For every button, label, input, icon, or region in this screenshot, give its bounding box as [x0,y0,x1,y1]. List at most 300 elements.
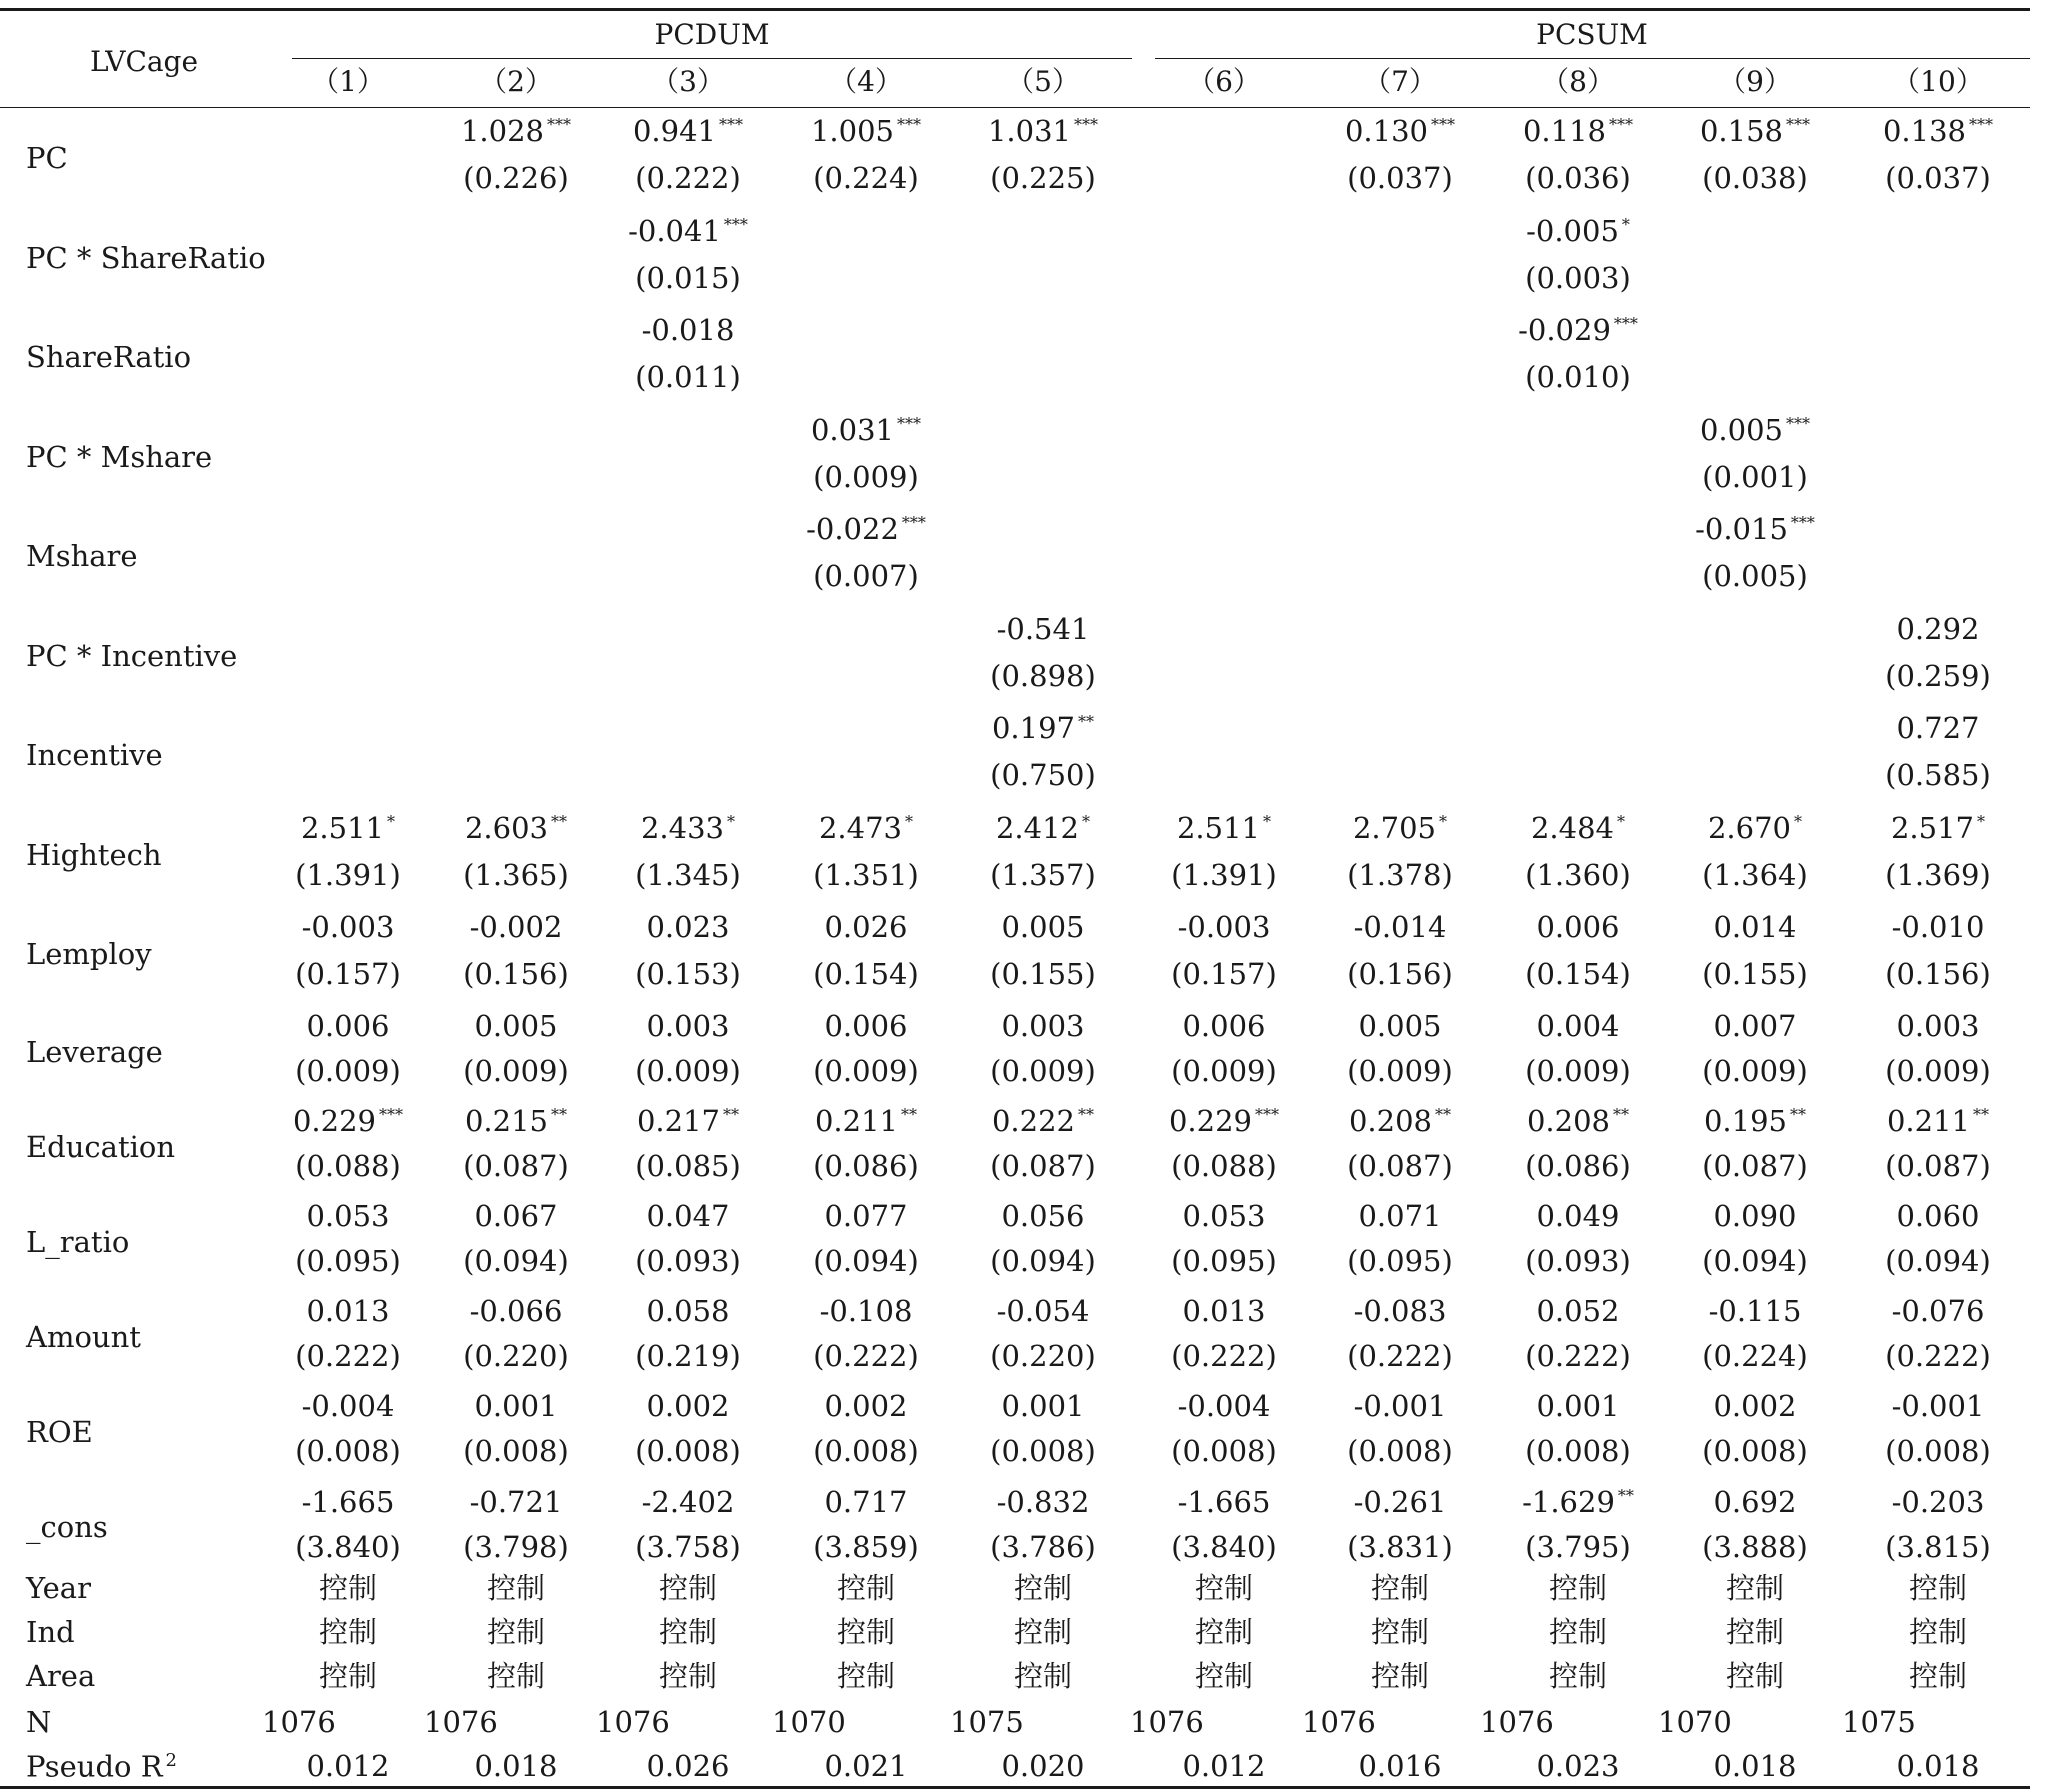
control-indicator: 控制 [1548,1571,1608,1605]
coefficient-cell: 0.006 [1536,910,1620,944]
standard-error-cell: (0.008) [1171,1434,1277,1469]
coefficient-cell: 0.717 [824,1484,908,1519]
coefficient-cell: -0.004 [1177,1389,1271,1424]
column-header: （4） [829,65,903,98]
coefficient-cell: 0.007 [1713,1008,1797,1043]
standard-error-cell: (0.008) [463,1434,569,1469]
standard-error-cell: (3.840) [1171,1529,1277,1564]
control-indicator: 控制 [836,1615,896,1649]
standard-error-cell: (3.815) [1885,1529,1991,1564]
coefficient-cell: 0.292 [1896,611,1980,646]
control-indicator: 控制 [486,1659,546,1693]
coefficient-cell: 0.211 ** [1886,1104,1990,1139]
coefficient-cell: 0.158 *** [1699,114,1811,148]
coefficient-cell: 0.053 [1182,1199,1266,1234]
standard-error-cell: (0.222) [1525,1339,1631,1374]
standard-error-cell: (0.008) [990,1434,1096,1469]
significance-stars: * [1621,214,1630,234]
standard-error-cell: (0.009) [1525,1053,1631,1088]
control-indicator: 控制 [658,1659,718,1693]
standard-error-cell: (0.224) [1702,1339,1808,1374]
standard-error-cell: (0.087) [1347,1149,1453,1184]
coefficient-cell: -1.665 [1177,1484,1271,1519]
coefficient-cell: 0.077 [824,1199,908,1234]
standard-error-cell: (0.222) [813,1339,919,1374]
pseudo-r2-value: 0.012 [306,1749,390,1783]
standard-error-cell: (0.009) [1885,1053,1991,1088]
coefficient-cell: 0.001 [1001,1389,1085,1424]
significance-stars: *** [901,513,926,533]
row-label: Education [26,1129,176,1164]
coefficient-cell: 0.005 [1001,910,1085,944]
coefficient-cell: 0.195 ** [1703,1104,1807,1139]
standard-error-cell: (0.157) [295,957,401,991]
coefficient-cell: -0.083 [1353,1294,1447,1329]
coefficient-cell: 0.003 [646,1008,730,1043]
coefficient-cell: 2.433 * [640,810,736,845]
row-label: ROE [26,1415,93,1450]
coefficient-cell: 0.727 [1896,711,1980,745]
standard-error-cell: (0.094) [1702,1244,1808,1279]
standard-error-cell: (0.086) [813,1149,919,1184]
n-value: 1076 [596,1705,670,1739]
coefficient-cell: 0.229 *** [292,1104,404,1139]
pseudo-r2-label: Pseudo R $^2$ [26,1749,177,1784]
coefficient-cell: 0.003 [1896,1008,1980,1043]
coefficient-cell: 0.002 [824,1389,908,1424]
standard-error-cell: (0.219) [635,1339,741,1374]
coefficient-cell: 0.023 [646,910,730,944]
significance-stars: *** [379,1105,404,1125]
control-indicator: 控制 [1013,1615,1073,1649]
row-label: PC * ShareRatio [26,240,266,275]
control-indicator: 控制 [1548,1615,1608,1649]
coefficient-cell: 0.006 [306,1008,390,1043]
coefficient-cell: -0.005 * [1526,213,1630,248]
column-header: （8） [1541,65,1615,98]
control-indicator: 控制 [1548,1659,1608,1693]
standard-error-cell: (0.226) [463,161,569,195]
column-header: （10） [1892,65,1984,98]
row-label: Mshare [26,539,138,573]
standard-error-cell: (1.364) [1702,857,1808,892]
standard-error-cell: (0.086) [1525,1149,1631,1184]
significance-stars: *** [1074,115,1099,135]
control-indicator: 控制 [1194,1659,1254,1693]
significance-stars: *** [1613,314,1638,334]
coefficient-cell: 2.473 * [818,810,914,845]
coefficient-cell: 0.090 [1713,1199,1797,1234]
coefficient-cell: -0.721 [469,1484,563,1519]
n-row-label: N [26,1705,52,1739]
coefficient-cell: -1.665 [301,1484,395,1519]
significance-stars: * [387,811,396,831]
significance-stars: ** [1617,1485,1634,1505]
standard-error-cell: (1.391) [295,857,401,892]
significance-stars: ** [1435,1105,1452,1125]
pseudo-r2-value: 0.018 [1896,1749,1980,1783]
coefficient-cell: 0.001 [474,1389,558,1424]
pseudo-r2-value: 0.018 [1713,1749,1797,1783]
coefficient-cell: -0.004 [301,1389,395,1424]
coefficient-cell: -0.003 [301,910,395,944]
standard-error-cell: (0.087) [1885,1149,1991,1184]
standard-error-cell: (0.008) [1525,1434,1631,1469]
coefficient-cell: 0.941 *** [632,114,744,148]
coefficient-cell: 0.049 [1536,1199,1620,1234]
row-label: PC [26,141,68,175]
control-indicator: 控制 [1194,1571,1254,1605]
control-row-label: Area [26,1659,96,1693]
standard-error-cell: (0.003) [1525,260,1631,295]
coefficient-cell: 0.208 ** [1526,1104,1630,1139]
control-indicator: 控制 [1013,1659,1073,1693]
standard-error-cell: (0.156) [1885,957,1991,991]
standard-error-cell: (0.155) [1702,957,1808,991]
significance-stars: ** [1973,1105,1990,1125]
standard-error-cell: (0.009) [1347,1053,1453,1088]
coefficient-cell: -0.108 [819,1294,913,1329]
coefficient-cell: 0.004 [1536,1008,1620,1043]
significance-stars: ** [551,811,568,831]
coefficient-cell: 1.005 *** [810,114,922,148]
coefficient-cell: 0.006 [824,1008,908,1043]
control-indicator: 控制 [1013,1571,1073,1605]
standard-error-cell: (0.037) [1347,161,1453,195]
coefficient-cell: -0.001 [1891,1389,1985,1424]
standard-error-cell: (0.007) [813,559,919,593]
coefficient-cell: 0.006 [1182,1008,1266,1043]
coefficient-cell: 2.484 * [1530,810,1626,845]
standard-error-cell: (0.001) [1702,459,1808,494]
coefficient-cell: -0.002 [469,910,563,944]
control-indicator: 控制 [1725,1615,1785,1649]
superscript-2: 2 [165,1750,177,1771]
significance-stars: ** [1790,1105,1807,1125]
significance-stars: *** [1786,413,1811,433]
n-value: 1070 [1658,1705,1732,1739]
significance-stars: *** [1969,115,1994,135]
standard-error-cell: (1.365) [463,857,569,892]
coefficient-cell: -0.018 [641,313,735,347]
control-indicator: 控制 [658,1571,718,1605]
coefficient-cell: -0.014 [1353,910,1447,944]
column-header: （7） [1363,65,1437,98]
significance-stars: *** [1431,115,1456,135]
coefficient-cell: -0.541 [996,611,1090,646]
standard-error-cell: (0.009) [1171,1053,1277,1088]
standard-error-cell: (0.009) [813,459,919,494]
pseudo-r2-value: 0.023 [1536,1749,1620,1783]
pseudo-r2-value: 0.016 [1358,1749,1442,1783]
standard-error-cell: (0.015) [635,260,741,295]
significance-stars: ** [723,1105,740,1125]
standard-error-cell: (1.357) [990,857,1096,892]
coefficient-cell: 0.138 *** [1882,114,1994,148]
significance-stars: *** [897,115,922,135]
significance-stars: * [1263,811,1272,831]
coefficient-cell: 0.056 [1001,1199,1085,1234]
standard-error-cell: (0.156) [463,957,569,991]
significance-stars: * [1082,811,1091,831]
row-label: Lemploy [26,937,152,971]
control-indicator: 控制 [1370,1571,1430,1605]
standard-error-cell: (0.009) [813,1053,919,1088]
coefficient-cell: 0.052 [1536,1294,1620,1329]
coefficient-cell: 0.118 *** [1522,114,1634,148]
standard-error-cell: (0.094) [463,1244,569,1279]
standard-error-cell: (0.750) [990,758,1096,792]
header-bottom-rule [0,107,2030,108]
standard-error-cell: (1.369) [1885,857,1991,892]
standard-error-cell: (0.088) [295,1149,401,1184]
column-header: （2） [479,65,553,98]
coefficient-cell: -2.402 [641,1484,735,1519]
coefficient-cell: 0.058 [646,1294,730,1329]
standard-error-cell: (0.009) [463,1053,569,1088]
significance-stars: *** [723,214,748,234]
n-value: 1076 [424,1705,498,1739]
standard-error-cell: (0.220) [990,1339,1096,1374]
standard-error-cell: (0.095) [1347,1244,1453,1279]
coefficient-cell: 1.028 *** [460,114,572,148]
row-label: Amount [26,1320,141,1355]
standard-error-cell: (0.222) [295,1339,401,1374]
standard-error-cell: (0.008) [1885,1434,1991,1469]
standard-error-cell: (3.786) [990,1529,1096,1564]
significance-stars: *** [719,115,744,135]
standard-error-cell: (0.093) [635,1244,741,1279]
significance-stars: *** [1255,1105,1280,1125]
standard-error-cell: (0.898) [990,658,1096,693]
n-value: 1075 [1842,1705,1916,1739]
standard-error-cell: (1.378) [1347,857,1453,892]
standard-error-cell: (0.156) [1347,957,1453,991]
significance-stars: *** [547,115,572,135]
coefficient-cell: -0.076 [1891,1294,1985,1329]
control-indicator: 控制 [318,1615,378,1649]
row-label: ShareRatio [26,340,192,374]
standard-error-cell: (0.222) [1171,1339,1277,1374]
control-indicator: 控制 [836,1571,896,1605]
dependent-variable-label: LVCage [89,45,199,78]
coefficient-cell: 0.005 *** [1699,412,1811,447]
standard-error-cell: (0.585) [1885,758,1991,792]
standard-error-cell: (3.795) [1525,1529,1631,1564]
standard-error-cell: (3.840) [295,1529,401,1564]
standard-error-cell: (3.798) [463,1529,569,1564]
standard-error-cell: (0.154) [813,957,919,991]
coefficient-cell: 0.208 ** [1348,1104,1452,1139]
standard-error-cell: (3.888) [1702,1529,1808,1564]
coefficient-cell: 0.071 [1358,1199,1442,1234]
significance-stars: * [905,811,914,831]
coefficient-cell: -0.261 [1353,1484,1447,1519]
standard-error-cell: (0.155) [990,957,1096,991]
coefficient-cell: 0.692 [1713,1484,1797,1519]
row-label: _cons [26,1510,108,1545]
control-indicator: 控制 [1370,1615,1430,1649]
coefficient-cell: 0.215 ** [464,1104,568,1139]
column-header: （3） [651,65,725,98]
coefficient-cell: 0.014 [1713,910,1797,944]
significance-stars: ** [901,1105,918,1125]
control-indicator: 控制 [318,1571,378,1605]
standard-error-cell: (0.008) [1702,1434,1808,1469]
coefficient-cell: -0.003 [1177,910,1271,944]
coefficient-cell: -0.015 *** [1695,512,1815,546]
standard-error-cell: (3.758) [635,1529,741,1564]
significance-stars: * [1617,811,1626,831]
coefficient-cell: 0.060 [1896,1199,1980,1234]
coefficient-cell: -0.054 [996,1294,1090,1329]
pseudo-r2-value: 0.012 [1182,1749,1266,1783]
coefficient-cell: 0.003 [1001,1008,1085,1043]
significance-stars: ** [1078,1105,1095,1125]
coefficient-cell: -1.629 ** [1522,1484,1634,1519]
coefficient-cell: 0.031 *** [810,412,922,447]
standard-error-cell: (0.157) [1171,957,1277,991]
control-row-label: Year [26,1571,91,1605]
control-indicator: 控制 [658,1615,718,1649]
standard-error-cell: (0.085) [635,1149,741,1184]
standard-error-cell: (0.222) [1885,1339,1991,1374]
standard-error-cell: (0.008) [813,1434,919,1469]
coefficient-cell: 0.217 ** [636,1104,740,1139]
coefficient-cell: 0.047 [646,1199,730,1234]
coefficient-cell: 2.705 * [1352,810,1448,845]
n-value: 1076 [1130,1705,1204,1739]
coefficient-cell: 0.002 [1713,1389,1797,1424]
standard-error-cell: (0.011) [635,360,741,394]
standard-error-cell: (1.391) [1171,857,1277,892]
coefficient-cell: 2.603 ** [464,810,568,845]
control-indicator: 控制 [1725,1659,1785,1693]
coefficient-cell: -0.115 [1708,1294,1802,1329]
standard-error-cell: (0.037) [1885,161,1991,195]
coefficient-cell: 0.001 [1536,1389,1620,1424]
significance-stars: *** [1786,115,1811,135]
standard-error-cell: (0.154) [1525,957,1631,991]
coefficient-cell: -0.001 [1353,1389,1447,1424]
coefficient-cell: 2.511 * [300,810,396,845]
standard-error-cell: (1.351) [813,857,919,892]
coefficient-cell: -0.066 [469,1294,563,1329]
pcdum-group-rule [292,58,1132,59]
control-indicator: 控制 [1725,1571,1785,1605]
standard-error-cell: (0.094) [990,1244,1096,1279]
significance-stars: ** [1078,712,1095,732]
coefficient-cell: 2.511 * [1176,810,1272,845]
column-header: （6） [1187,65,1261,98]
standard-error-cell: (0.094) [813,1244,919,1279]
standard-error-cell: (0.008) [635,1434,741,1469]
significance-stars: * [1794,811,1803,831]
standard-error-cell: (0.095) [295,1244,401,1279]
coefficient-cell: 0.067 [474,1199,558,1234]
control-indicator: 控制 [318,1659,378,1693]
control-indicator: 控制 [836,1659,896,1693]
n-value: 1076 [1302,1705,1376,1739]
pseudo-r2-value: 0.021 [824,1749,908,1783]
standard-error-cell: (0.009) [1702,1053,1808,1088]
standard-error-cell: (0.087) [990,1149,1096,1184]
standard-error-cell: (0.009) [990,1053,1096,1088]
standard-error-cell: (3.831) [1347,1529,1453,1564]
control-indicator: 控制 [1370,1659,1430,1693]
standard-error-cell: (0.087) [463,1149,569,1184]
row-label: L_ratio [26,1225,130,1260]
standard-error-cell: (0.225) [990,161,1096,195]
column-header: （9） [1718,65,1792,98]
group-header-pcdum: PCDUM [654,18,770,51]
coefficient-cell: 0.222 ** [991,1104,1095,1139]
standard-error-cell: (0.259) [1885,658,1991,693]
control-indicator: 控制 [1194,1615,1254,1649]
table-bottom-rule [0,1786,2030,1789]
standard-error-cell: (0.009) [635,1053,741,1088]
coefficient-cell: 0.005 [1358,1008,1442,1043]
coefficient-cell: -0.022 *** [806,512,926,546]
column-header: （1） [311,65,385,98]
standard-error-cell: (0.009) [295,1053,401,1088]
significance-stars: *** [1609,115,1634,135]
significance-stars: ** [1613,1105,1630,1125]
n-value: 1076 [262,1705,336,1739]
standard-error-cell: (1.345) [635,857,741,892]
pcsum-group-rule [1155,58,2030,59]
coefficient-cell: 0.130 *** [1344,114,1456,148]
standard-error-cell: (0.222) [635,161,741,195]
row-label: Incentive [26,738,163,772]
coefficient-cell: 0.002 [646,1389,730,1424]
row-label: PC * Mshare [26,439,213,474]
coefficient-cell: 0.013 [306,1294,390,1329]
coefficient-cell: 2.670 * [1707,810,1803,845]
standard-error-cell: (0.036) [1525,161,1631,195]
coefficient-cell: -0.029 *** [1518,313,1638,347]
control-indicator: 控制 [1908,1571,1968,1605]
n-value: 1070 [772,1705,846,1739]
pseudo-r2-value: 0.026 [646,1749,730,1783]
n-value: 1076 [1480,1705,1554,1739]
pseudo-r2-value: 0.020 [1001,1749,1085,1783]
coefficient-cell: 0.197 ** [991,711,1095,745]
standard-error-cell: (0.095) [1171,1244,1277,1279]
pseudo-r2-value: 0.018 [474,1749,558,1783]
coefficient-cell: 0.211 ** [814,1104,918,1139]
standard-error-cell: (3.859) [813,1529,919,1564]
standard-error-cell: (0.010) [1525,360,1631,394]
standard-error-cell: (0.088) [1171,1149,1277,1184]
significance-stars: * [727,811,736,831]
row-label: Hightech [26,837,162,872]
coefficient-cell: 0.013 [1182,1294,1266,1329]
standard-error-cell: (0.220) [463,1339,569,1374]
coefficient-cell: 0.005 [474,1008,558,1043]
control-indicator: 控制 [486,1615,546,1649]
coefficient-cell: 0.053 [306,1199,390,1234]
coefficient-cell: 0.229 *** [1168,1104,1280,1139]
row-label: Leverage [26,1034,163,1069]
coefficient-cell: 2.412 * [995,810,1091,845]
coefficient-cell: -0.203 [1891,1484,1985,1519]
coefficient-cell: -0.010 [1891,910,1985,944]
control-indicator: 控制 [486,1571,546,1605]
coefficient-cell: -0.832 [996,1484,1090,1519]
group-header-pcsum: PCSUM [1536,18,1648,51]
significance-stars: * [1439,811,1448,831]
